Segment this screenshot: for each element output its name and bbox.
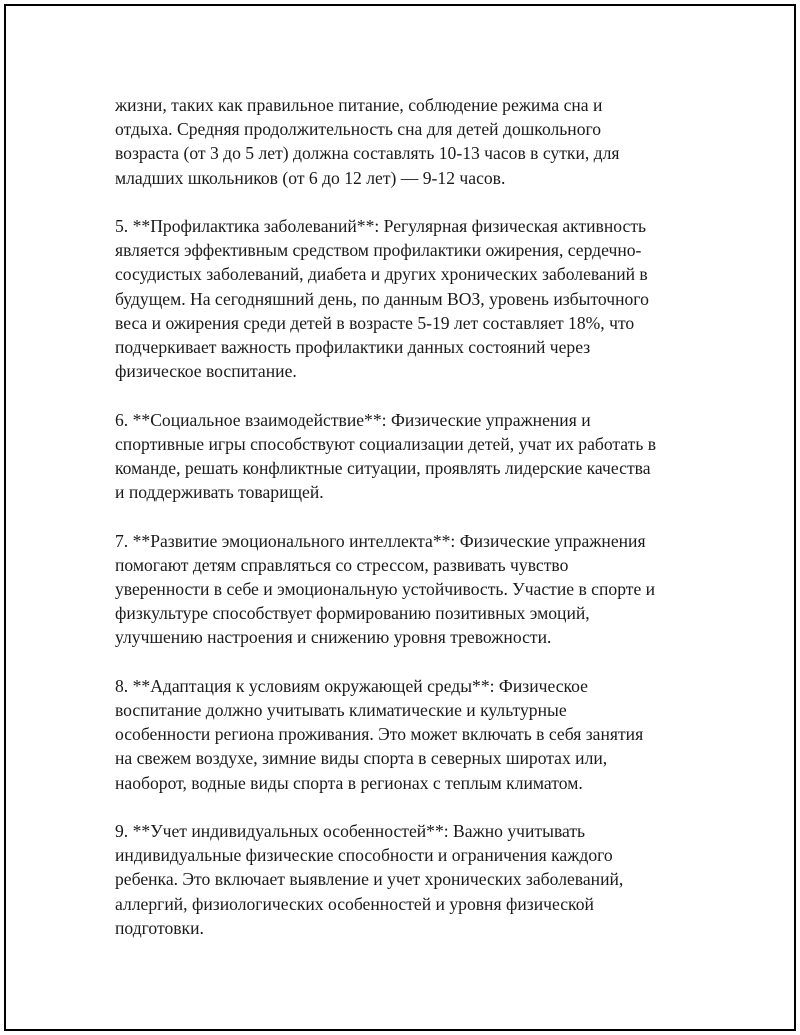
text-line: физическое воспитание. [115, 361, 297, 382]
text-line: команде, решать конфликтные ситуации, проявлять лидерские качества [115, 458, 651, 479]
text-line: возраста (от 3 до 5 лет) должна составлять 10-13 часов в сутки, для [115, 143, 620, 164]
text-line: 9. **Учет индивидуальных особенностей**: Важно учитывать [115, 821, 586, 842]
text-line: особенности региона проживания. Это может включать в себя занятия [115, 724, 644, 745]
text-line: веса и ожирения среди детей в возрасте 5-19 лет составляет 18%, что [115, 312, 635, 333]
paragraph-environment-adaptation [115, 674, 695, 795]
text-line: индивидуальные физические способности и ограничения каждого [115, 845, 613, 866]
text-line: отдыха. Средняя продолжительность сна для детей дошкольного [115, 119, 602, 140]
text-line: является эффективным средством профилактики ожирения, сердечно- [115, 240, 642, 261]
text-line: 7. **Развитие эмоционального интеллекта**: Физические упражнения [115, 530, 646, 551]
text-line: наоборот, водные виды спорта в регионах с теплым климатом. [115, 772, 583, 793]
paragraph-individual-features [115, 819, 695, 940]
text-line: аллергий, физиологических особенностей и уровня физической [115, 893, 594, 914]
text-line: уверенности в себе и эмоциональную устойчивость. Участие в спорте и [115, 579, 656, 600]
text-line: младших школьников (от 6 до 12 лет) — 9-12 часов. [115, 167, 506, 188]
paragraph-social-interaction [115, 408, 695, 505]
text-line: воспитание должно учитывать климатические и культурные [115, 700, 567, 721]
paragraph-disease-prevention [115, 214, 695, 383]
text-line: жизни, таких как правильное питание, соблюдение режима сна и [115, 95, 603, 115]
text-line: ребенка. Это включает выявление и учет хронических заболеваний, [115, 869, 624, 890]
text-line: физкультуре способствует формированию позитивных эмоций, [115, 603, 590, 624]
text-line: помогают детям справляться со стрессом, развивать чувство [115, 554, 569, 575]
text-line: сосудистых заболеваний, диабета и других хронических заболеваний в [115, 264, 648, 285]
text-line: 6. **Социальное взаимодействие**: Физические упражнения и [115, 409, 591, 430]
text-line: 8. **Адаптация к условиям окружающей среды**: Физическое [115, 675, 588, 696]
paragraph-continuation [115, 93, 695, 190]
text-line: 5. **Профилактика заболеваний**: Регулярная физическая активность [115, 216, 647, 236]
text-line: будущем. На сегодняшний день, по данным ВОЗ, уровень избыточного [115, 288, 649, 309]
text-line: подготовки. [115, 917, 204, 938]
text-line: на свежем воздухе, зимние виды спорта в северных широтах или, [115, 748, 608, 769]
text-line: подчеркивает важность профилактики данных состояний через [115, 337, 591, 358]
text-line: и поддерживать товарищей. [115, 482, 324, 503]
paragraph-emotional-intelligence [115, 529, 695, 650]
document-body [115, 93, 695, 940]
text-line: улучшению настроения и снижению уровня тревожности. [115, 627, 552, 648]
text-line: спортивные игры способствуют социализации детей, учат их работать в [115, 433, 657, 454]
